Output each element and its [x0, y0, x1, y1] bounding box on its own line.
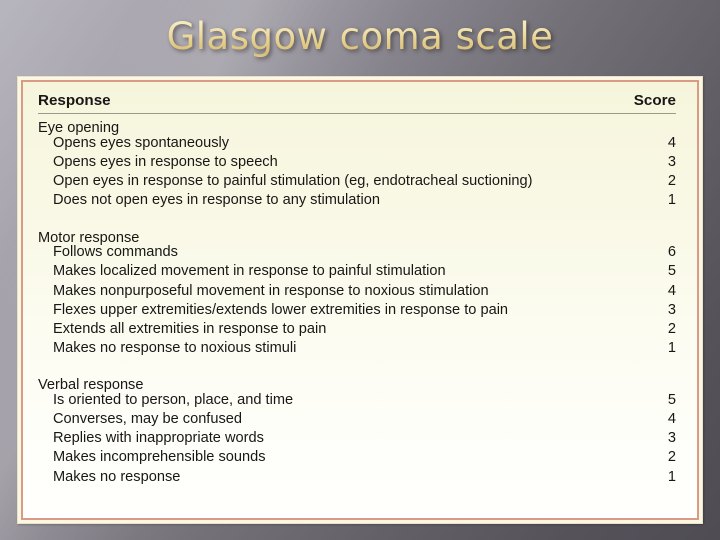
response-cell: Follows commands: [53, 244, 178, 261]
score-cell: 4: [667, 282, 676, 299]
score-cell: 1: [667, 468, 676, 485]
score-cell: 2: [667, 173, 676, 190]
score-cell: 3: [667, 430, 676, 447]
score-cell: 3: [667, 153, 676, 170]
table-row: [38, 341, 676, 360]
score-cell: 6: [667, 244, 676, 261]
content-panel: [17, 76, 703, 524]
score-cell: 4: [667, 134, 676, 151]
response-cell: Does not open eyes in response to any stimulation: [53, 192, 380, 209]
glasgow-coma-scale-table: [38, 93, 676, 489]
table-row: [38, 284, 676, 303]
section-header-row: [38, 373, 676, 393]
table-row: [38, 322, 676, 341]
response-cell: Makes localized movement in response to painful stimulation: [53, 263, 446, 280]
section-header-label: Eye opening: [38, 120, 120, 137]
table-row: [38, 245, 676, 264]
table-row: [38, 193, 676, 212]
column-header-score: Score: [606, 93, 676, 114]
table-row: [38, 470, 676, 489]
table-row: [38, 431, 676, 450]
content-panel-inner: [21, 80, 699, 520]
section-spacer-cell: [38, 213, 676, 226]
section-header-label: Verbal response: [38, 377, 144, 394]
section-spacer: [38, 360, 676, 373]
table-row: [38, 136, 676, 155]
response-cell: Makes nonpurposeful movement in response to noxious stimulation: [53, 282, 489, 299]
section-header-row: [38, 226, 676, 246]
table-row: [38, 155, 676, 174]
score-cell: 1: [667, 192, 676, 209]
response-cell: Makes no response to noxious stimuli: [53, 340, 297, 357]
section-spacer: [38, 213, 676, 226]
response-cell: Replies with inappropriate words: [53, 430, 264, 447]
response-cell: Opens eyes spontaneously: [53, 134, 230, 151]
response-cell: Extends all extremities in response to pain: [53, 320, 327, 337]
table-row: [38, 412, 676, 431]
table-row: [38, 264, 676, 283]
table-row: [38, 393, 676, 412]
table-row: [38, 174, 676, 193]
table-header: [38, 93, 676, 114]
response-cell: Converses, may be confused: [53, 411, 243, 428]
response-cell: Flexes upper extremities/extends lower extremities in response to pain: [53, 301, 509, 318]
table-row: [38, 303, 676, 322]
slide-title: Glasgow coma scale: [0, 13, 720, 61]
response-cell: Makes no response: [53, 468, 181, 485]
section-spacer-cell: [38, 360, 676, 373]
score-cell: 2: [667, 449, 676, 466]
section-header-label: Motor response: [38, 229, 140, 246]
response-cell: Is oriented to person, place, and time: [53, 391, 294, 408]
response-cell: Opens eyes in response to speech: [53, 153, 278, 170]
score-cell: 1: [667, 340, 676, 357]
score-cell: 3: [667, 301, 676, 318]
column-header-response: Response: [38, 93, 606, 114]
response-cell: Makes incomprehensible sounds: [53, 449, 266, 466]
section-header-row: [38, 114, 676, 136]
table-body: [38, 114, 676, 489]
score-cell: 4: [667, 411, 676, 428]
table-header-row: [38, 93, 676, 114]
score-cell: 5: [667, 391, 676, 408]
score-cell: 5: [667, 263, 676, 280]
response-cell: Open eyes in response to painful stimulation (eg, endotracheal suctioning): [53, 173, 533, 190]
score-cell: 2: [667, 320, 676, 337]
table-row: [38, 450, 676, 469]
